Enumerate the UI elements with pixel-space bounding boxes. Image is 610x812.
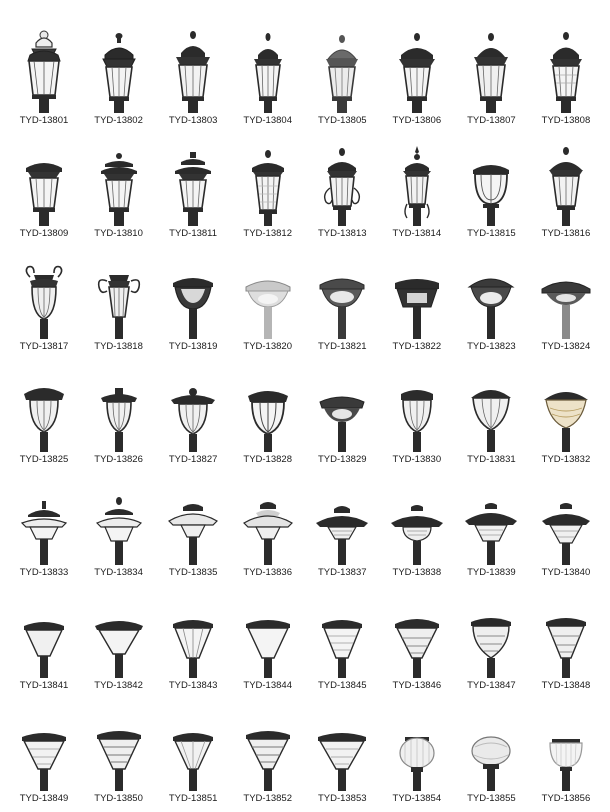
dome-bell-lamp-icon bbox=[455, 364, 527, 452]
product-code: TYD-13847 bbox=[467, 680, 516, 691]
catalog-row bbox=[8, 353, 602, 465]
product-cell[interactable] bbox=[83, 127, 155, 239]
catalog-row bbox=[8, 127, 602, 239]
product-cell[interactable] bbox=[455, 14, 527, 126]
product-cell[interactable] bbox=[381, 240, 453, 352]
product-code: TYD-13856 bbox=[541, 793, 591, 804]
product-code: TYD-13835 bbox=[168, 567, 218, 578]
product-code: TYD-13807 bbox=[467, 115, 516, 126]
banded-cone-lamp-icon bbox=[455, 590, 527, 678]
product-cell[interactable] bbox=[530, 127, 602, 239]
product-cell[interactable] bbox=[530, 692, 602, 804]
product-cell[interactable] bbox=[455, 127, 527, 239]
product-code: TYD-13830 bbox=[392, 454, 442, 465]
lantern-ribbed-icon bbox=[530, 25, 602, 113]
narrow-cone-lamp-icon bbox=[157, 703, 229, 791]
product-code: TYD-13842 bbox=[94, 680, 143, 691]
product-code: TYD-13818 bbox=[94, 341, 143, 352]
product-code: TYD-13801 bbox=[19, 115, 69, 126]
product-cell[interactable] bbox=[157, 240, 229, 352]
product-code: TYD-13823 bbox=[467, 341, 516, 352]
product-cell[interactable] bbox=[83, 14, 155, 126]
round-globe-lamp-icon bbox=[381, 703, 453, 791]
product-code: TYD-13808 bbox=[541, 115, 591, 126]
product-code: TYD-13828 bbox=[243, 454, 292, 465]
product-code: TYD-13809 bbox=[19, 228, 69, 239]
ribbed-flat-cone-icon bbox=[83, 703, 155, 791]
product-code: TYD-13813 bbox=[317, 228, 367, 239]
product-cell[interactable] bbox=[232, 14, 304, 126]
product-code: TYD-13802 bbox=[94, 115, 143, 126]
product-cell[interactable] bbox=[157, 14, 229, 126]
product-code: TYD-13832 bbox=[541, 454, 591, 465]
product-cell[interactable] bbox=[83, 466, 155, 578]
product-code: TYD-13843 bbox=[168, 680, 218, 691]
product-cell[interactable] bbox=[306, 353, 378, 465]
product-cell[interactable] bbox=[8, 127, 80, 239]
product-code: TYD-13804 bbox=[243, 115, 292, 126]
wide-flat-cone-icon bbox=[306, 703, 378, 791]
product-cell[interactable] bbox=[8, 692, 80, 804]
product-cell[interactable] bbox=[530, 240, 602, 352]
lantern-oval-cage-icon bbox=[455, 138, 527, 226]
funnel-lamp-icon bbox=[8, 590, 80, 678]
catalog-row bbox=[8, 14, 602, 126]
product-cell[interactable] bbox=[530, 466, 602, 578]
disc-reflector-lamp-icon bbox=[306, 251, 378, 339]
product-code: TYD-13846 bbox=[392, 680, 442, 691]
wide-brim-lantern-icon bbox=[157, 364, 229, 452]
product-code: TYD-13836 bbox=[243, 567, 292, 578]
cone-frame-lamp-icon bbox=[157, 590, 229, 678]
product-cell[interactable] bbox=[8, 240, 80, 352]
lantern-slim-icon bbox=[232, 25, 304, 113]
product-code: TYD-13848 bbox=[541, 680, 591, 691]
lantern-tapered-icon bbox=[232, 138, 304, 226]
product-cell[interactable] bbox=[381, 353, 453, 465]
wide-funnel-lamp-icon bbox=[83, 590, 155, 678]
ribbed-cone-lamp-icon bbox=[306, 590, 378, 678]
product-code: TYD-13805 bbox=[317, 115, 367, 126]
product-code: TYD-13837 bbox=[317, 567, 367, 578]
product-cell[interactable] bbox=[530, 14, 602, 126]
product-code: TYD-13803 bbox=[168, 115, 218, 126]
lantern-wide-cap-icon bbox=[381, 25, 453, 113]
product-code: TYD-13839 bbox=[467, 567, 516, 578]
lantern-hex-dome-icon bbox=[530, 138, 602, 226]
product-code: TYD-13851 bbox=[168, 793, 218, 804]
lantern-round-top-icon bbox=[306, 25, 378, 113]
product-cell[interactable] bbox=[306, 14, 378, 126]
product-cell[interactable] bbox=[232, 127, 304, 239]
product-code: TYD-13855 bbox=[467, 793, 516, 804]
product-code: TYD-13827 bbox=[168, 454, 218, 465]
catalog-row bbox=[8, 692, 602, 804]
product-code: TYD-13852 bbox=[243, 793, 292, 804]
product-cell[interactable] bbox=[8, 353, 80, 465]
product-cell[interactable] bbox=[455, 579, 527, 691]
product-code: TYD-13821 bbox=[317, 341, 367, 352]
scroll-arm-lamp-icon bbox=[83, 251, 155, 339]
product-code: TYD-13819 bbox=[168, 341, 218, 352]
lantern-tall-dome-icon bbox=[8, 25, 80, 113]
product-code: TYD-13833 bbox=[19, 567, 69, 578]
product-cell[interactable] bbox=[232, 466, 304, 578]
product-cell[interactable] bbox=[381, 579, 453, 691]
pagoda-finial-lamp-icon bbox=[83, 477, 155, 565]
product-code: TYD-13822 bbox=[392, 341, 442, 352]
product-code: TYD-13814 bbox=[392, 228, 442, 239]
catalog-row bbox=[8, 466, 602, 578]
dome-disc-lamp-icon bbox=[455, 251, 527, 339]
product-cell[interactable] bbox=[306, 240, 378, 352]
product-code: TYD-13854 bbox=[392, 793, 442, 804]
cone-saucer-lamp-icon bbox=[530, 477, 602, 565]
flared-saucer-lamp-icon bbox=[455, 477, 527, 565]
product-code: TYD-13844 bbox=[243, 680, 292, 691]
product-code: TYD-13840 bbox=[541, 567, 591, 578]
product-cell[interactable] bbox=[8, 14, 80, 126]
product-cell[interactable] bbox=[381, 14, 453, 126]
product-cell[interactable] bbox=[83, 692, 155, 804]
product-code: TYD-13806 bbox=[392, 115, 442, 126]
product-cell[interactable] bbox=[157, 466, 229, 578]
product-code: TYD-13853 bbox=[317, 793, 367, 804]
product-code: TYD-13824 bbox=[541, 341, 591, 352]
lantern-flat-cap-icon bbox=[8, 138, 80, 226]
product-code: TYD-13811 bbox=[169, 228, 218, 239]
product-cell[interactable] bbox=[381, 692, 453, 804]
product-cell[interactable] bbox=[157, 127, 229, 239]
product-cell[interactable] bbox=[381, 127, 453, 239]
product-code: TYD-13815 bbox=[467, 228, 516, 239]
product-cell[interactable] bbox=[306, 127, 378, 239]
product-cell[interactable] bbox=[232, 240, 304, 352]
lantern-dome-cap-icon bbox=[455, 25, 527, 113]
product-cell[interactable] bbox=[232, 692, 304, 804]
bowl-uplight-icon bbox=[157, 251, 229, 339]
clear-globe-lamp-icon bbox=[530, 703, 602, 791]
flat-cone-lamp-icon bbox=[8, 703, 80, 791]
lantern-stepped-cap-icon bbox=[157, 138, 229, 226]
product-cell[interactable] bbox=[157, 579, 229, 691]
product-code: TYD-13825 bbox=[19, 454, 69, 465]
product-code: TYD-13817 bbox=[19, 341, 69, 352]
striped-cone-lamp-icon bbox=[381, 590, 453, 678]
curved-cap-lantern-icon bbox=[8, 364, 80, 452]
cone-lamp-icon bbox=[232, 590, 304, 678]
catalog-row bbox=[8, 579, 602, 691]
product-code: TYD-13831 bbox=[467, 454, 516, 465]
ribbed-saucer-lamp-icon bbox=[381, 477, 453, 565]
scroll-frame-lamp-icon bbox=[8, 251, 80, 339]
product-cell[interactable] bbox=[381, 466, 453, 578]
product-code: TYD-13834 bbox=[94, 567, 143, 578]
product-cell[interactable] bbox=[455, 240, 527, 352]
product-code: TYD-13829 bbox=[317, 454, 367, 465]
product-code: TYD-13816 bbox=[541, 228, 591, 239]
lantern-classic-finial-icon bbox=[157, 25, 229, 113]
low-profile-lamp-icon bbox=[306, 364, 378, 452]
product-code: TYD-13845 bbox=[317, 680, 367, 691]
product-cell[interactable] bbox=[157, 692, 229, 804]
product-cell[interactable] bbox=[83, 240, 155, 352]
lantern-ornate-finial-icon bbox=[381, 138, 453, 226]
deep-cone-lamp-icon bbox=[530, 590, 602, 678]
product-cell[interactable] bbox=[455, 353, 527, 465]
product-code: TYD-13850 bbox=[94, 793, 143, 804]
saucer-lamp-icon bbox=[157, 477, 229, 565]
product-cell[interactable] bbox=[530, 353, 602, 465]
product-cell[interactable] bbox=[455, 466, 527, 578]
product-code: TYD-13810 bbox=[94, 228, 143, 239]
oval-globe-lamp-icon bbox=[455, 703, 527, 791]
product-cell[interactable] bbox=[455, 692, 527, 804]
product-cell[interactable] bbox=[157, 353, 229, 465]
product-code: TYD-13849 bbox=[19, 793, 69, 804]
product-cell[interactable] bbox=[306, 579, 378, 691]
striped-flat-cone-icon bbox=[232, 703, 304, 791]
dark-disc-lamp-icon bbox=[381, 251, 453, 339]
lantern-classic-icon bbox=[83, 25, 155, 113]
lantern-layered-cap-icon bbox=[83, 138, 155, 226]
product-code: TYD-13826 bbox=[94, 454, 143, 465]
amber-dome-lamp-icon bbox=[530, 364, 602, 452]
product-cell[interactable] bbox=[8, 466, 80, 578]
wide-saucer-lamp-icon bbox=[306, 477, 378, 565]
pagoda-lamp-icon bbox=[8, 477, 80, 565]
product-cell[interactable] bbox=[530, 579, 602, 691]
product-code: TYD-13820 bbox=[243, 341, 292, 352]
product-cell[interactable] bbox=[83, 353, 155, 465]
lantern-scroll-arms-icon bbox=[306, 138, 378, 226]
product-cell[interactable] bbox=[8, 579, 80, 691]
product-cell[interactable] bbox=[83, 579, 155, 691]
flat-dome-lamp-icon bbox=[530, 251, 602, 339]
product-code: TYD-13841 bbox=[19, 680, 69, 691]
product-cell[interactable] bbox=[306, 692, 378, 804]
bell-lamp-icon bbox=[381, 364, 453, 452]
product-cell[interactable] bbox=[306, 466, 378, 578]
product-code: TYD-13838 bbox=[392, 567, 442, 578]
product-cell[interactable] bbox=[232, 353, 304, 465]
mushroom-cap-lantern-icon bbox=[83, 364, 155, 452]
shallow-disc-lamp-icon bbox=[232, 251, 304, 339]
open-frame-lantern-icon bbox=[232, 364, 304, 452]
product-code: TYD-13812 bbox=[243, 228, 292, 239]
catalog-row bbox=[8, 240, 602, 352]
product-cell[interactable] bbox=[232, 579, 304, 691]
tiered-saucer-lamp-icon bbox=[232, 477, 304, 565]
